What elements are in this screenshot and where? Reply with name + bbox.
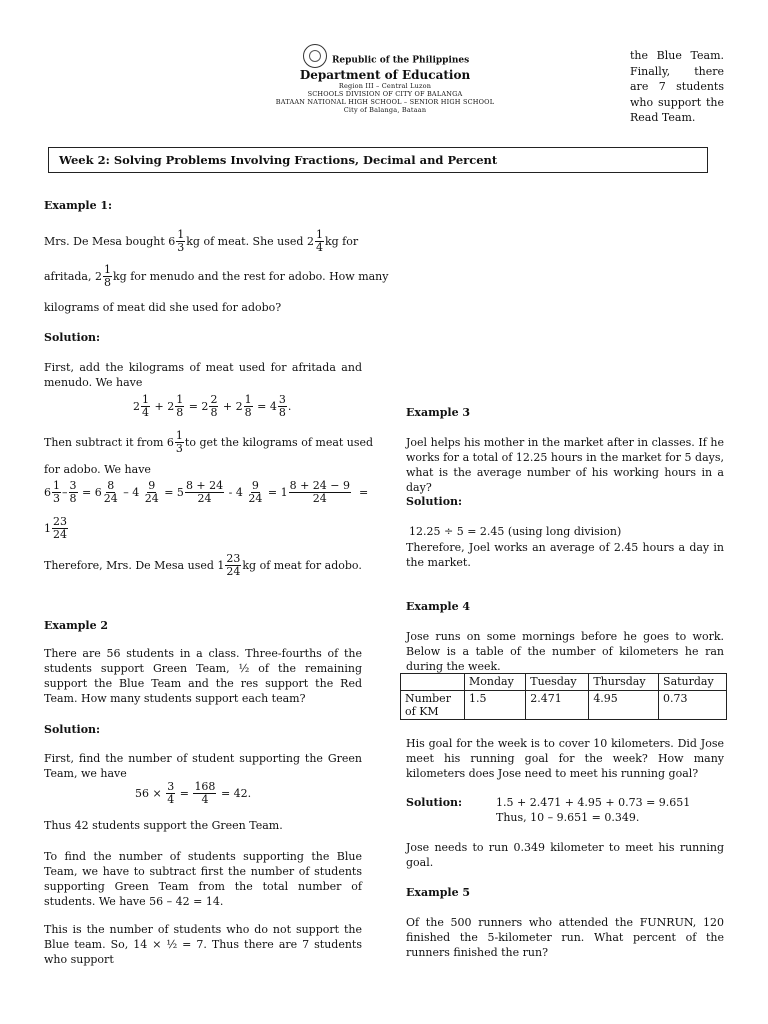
num: 1 <box>315 228 323 241</box>
den: 8 <box>278 406 286 419</box>
example2-step2: Thus 42 students support the Green Team. <box>44 819 283 832</box>
num: 3 <box>167 780 175 793</box>
fraction <box>166 781 175 806</box>
table-header-row <box>401 674 727 691</box>
num: 9 <box>251 479 259 492</box>
num: 1 <box>53 479 60 492</box>
example4-solution-label: Solution: <box>406 796 463 809</box>
den: 24 <box>248 492 263 505</box>
text: = 42. <box>220 787 252 800</box>
table-cell: 1.5 <box>465 691 526 720</box>
table-header-cell: Saturday <box>659 674 727 691</box>
example3-heading: Example 3 <box>406 406 471 419</box>
den: 4 <box>201 793 209 806</box>
fraction <box>244 394 253 419</box>
example4-calc1: 1.5 + 2.471 + 4.95 + 0.73 = 9.651 <box>496 796 691 809</box>
text: Mrs. De Mesa bought 6 <box>44 235 176 248</box>
example2-step4: This is the number of students who do not support the Blue team. So, 14 × ½ = 7. Thus there are 7 students who support <box>44 923 362 966</box>
example4-heading: Example 4 <box>406 600 471 613</box>
text: kg for <box>324 235 359 248</box>
example2-solution-label: Solution: <box>44 723 101 736</box>
example3-solution-label: Solution: <box>406 495 463 508</box>
letterhead <box>205 48 565 114</box>
example1-result: 1 $\frac{23}{24}$ <box>44 515 67 541</box>
den: 8 <box>210 406 218 419</box>
text: afritada, 2 <box>44 270 102 283</box>
text: to get the kilograms of meat used <box>184 436 374 449</box>
fraction <box>176 229 185 254</box>
fraction <box>289 480 351 505</box>
den: 24 <box>103 492 118 505</box>
table-cell <box>401 674 465 691</box>
city-line: City of Balanga, Bataan <box>343 106 427 114</box>
den: 24 <box>312 492 327 505</box>
example2-problem: There are 56 students in a class. Three-fourths of the students support Green Team, ½ of the remaining support the Blue Team and the res support the Red Team. How many students support each team? <box>44 647 362 705</box>
num: 9 <box>148 479 156 492</box>
den: 8 <box>103 276 111 289</box>
den: 3 <box>175 442 183 455</box>
den: 3 <box>53 492 60 505</box>
den: 4 <box>167 793 175 806</box>
fraction <box>52 480 61 505</box>
fraction <box>103 480 119 505</box>
fraction <box>185 480 224 505</box>
num: 1 <box>142 393 149 406</box>
example1-line3: kilograms of meat did she used for adobo? <box>44 301 282 314</box>
num: 1 <box>177 228 185 241</box>
num: 2 <box>210 393 218 406</box>
num: 3 <box>69 479 77 492</box>
corner-continued-text: the Blue Team. Finally, there are 7 students who support the Read Team. <box>630 49 724 124</box>
den: 4 <box>142 406 149 419</box>
table-header-cell: Thursday <box>589 674 659 691</box>
table-header-cell: Monday <box>465 674 526 691</box>
example4-question: His goal for the week is to cover 10 kilometers. Did Jose meet his running goal for the week? How many kilometers does Jose need to meet his running goal? <box>406 737 724 780</box>
num: 8 + 24 − 9 <box>289 479 351 492</box>
text: Then subtract it from 6 <box>44 436 174 449</box>
num: 23 <box>226 552 241 565</box>
example1-conclusion <box>44 553 362 578</box>
example2-heading: Example 2 <box>44 619 109 632</box>
km-table <box>400 673 727 720</box>
example5-problem: Of the 500 runners who attended the FUNRUN, 120 finished the 5-kilometer run. What percent of the runners finished the run? <box>406 916 724 959</box>
fraction <box>52 516 68 541</box>
table-cell: 0.73 <box>659 691 727 720</box>
example4-problem: Jose runs on some mornings before he goes to work. Below is a table of the number of kilometers he ran during the week. <box>406 630 724 673</box>
den: 8 <box>244 406 252 419</box>
fraction <box>103 264 112 289</box>
text: 56 × <box>135 787 162 800</box>
den: 24 <box>53 528 67 541</box>
fraction <box>69 480 78 505</box>
num: 3 <box>278 393 286 406</box>
text: kg of meat. She used 2 <box>186 235 314 248</box>
fraction <box>175 394 184 419</box>
fraction <box>247 480 263 505</box>
text: Therefore, Mrs. De Mesa used 1 <box>44 559 225 572</box>
example4-conclusion: Jose needs to run 0.349 kilometer to meet his running goal. <box>406 841 724 869</box>
num: 1 <box>176 393 184 406</box>
division-line: SCHOOLS DIVISION OF CITY OF BALANGA <box>307 90 463 98</box>
table-cell: 4.95 <box>589 691 659 720</box>
num: 8 + 24 <box>185 479 224 492</box>
example1-subtract-equation: 6 $\frac{1}{3}$ – $\frac{3}{8}$ = 6 $\frac{8}{24}$ – 4 $\frac{9}{24}$ = 5 $\frac{8 + 24}{24}$ - 4 $\frac{9}{24}$ = 1 $\frac{8 + 24 - 9}{24}$ = <box>44 479 369 505</box>
fraction <box>175 430 184 455</box>
num: 168 <box>194 780 216 793</box>
example2-step1: First, find the number of student supporting the Green Team, we have <box>44 752 362 780</box>
example3-conclusion: Therefore, Joel works an average of 2.45 hours a day in the market. <box>406 541 724 569</box>
example1-then-line <box>44 429 374 455</box>
fraction <box>141 394 150 419</box>
region-line: Region III – Central Luzon <box>338 82 432 90</box>
den: 24 <box>144 492 159 505</box>
table-row-label: Number of KM <box>401 691 465 720</box>
den: 24 <box>226 565 241 578</box>
example1-step1: First, add the kilograms of meat used for afritada and menudo. We have <box>44 361 362 389</box>
fraction <box>144 480 160 505</box>
example1-line2 <box>44 263 389 289</box>
fraction <box>315 229 324 254</box>
republic-text: Republic of the Philippines <box>331 55 470 66</box>
fraction <box>225 553 241 578</box>
school-line: BATAAN NATIONAL HIGH SCHOOL – SENIOR HIGH SCHOOL <box>275 98 495 106</box>
example1-heading: Example 1: <box>44 199 113 212</box>
text: kg for menudo and the rest for adobo. How many <box>112 270 389 283</box>
fraction <box>193 781 216 806</box>
num: 8 <box>107 479 115 492</box>
table-header-cell: Tuesday <box>526 674 589 691</box>
den: 3 <box>177 241 185 254</box>
example1-sum-equation: 2 $\frac{1}{4}$ + 2 $\frac{1}{8}$ = 2 $\frac{2}{8}$ + 2 $\frac{1}{8}$ = 4 $\frac{3}{8}$ . <box>133 393 292 419</box>
example5-heading: Example 5 <box>406 886 471 899</box>
den: 8 <box>69 492 77 505</box>
fraction <box>209 394 218 419</box>
table-cell: 2.471 <box>526 691 589 720</box>
example2-equation: 56 × $\frac{3}{4}$ = $\frac{168}{4}$ = 42. <box>135 780 252 806</box>
num: 23 <box>53 515 67 528</box>
table-row <box>401 691 727 720</box>
num: 1 <box>175 429 183 442</box>
example3-calc: 12.25 ÷ 5 = 2.45 (using long division) <box>409 525 622 538</box>
den: 4 <box>315 241 323 254</box>
den: 8 <box>176 406 184 419</box>
deped-seal-icon <box>303 44 327 68</box>
fraction <box>278 394 287 419</box>
example4-calc2: Thus, 10 – 9.651 = 0.349. <box>496 811 640 824</box>
example1-line1 <box>44 229 362 254</box>
week-title-box: Week 2: Solving Problems Involving Fractions, Decimal and Percent <box>48 147 708 173</box>
department-title: Department of Education <box>299 68 471 82</box>
example1-solution-label: Solution: <box>44 331 101 344</box>
num: 1 <box>244 393 252 406</box>
example2-step3: To find the number of students supporting the Blue Team, we have to subtract first the number of students supporting Green Team from the total number of students. We have 56 – 42 = 14. <box>44 850 362 908</box>
example1-for-adobo: for adobo. We have <box>44 463 151 476</box>
example3-problem: Joel helps his mother in the market after in classes. If he works for a total of 12.25 hours in the market for 5 days, what is the average number of his working hours in a day? <box>406 436 724 494</box>
text: kg of meat for adobo. <box>242 559 362 572</box>
den: 24 <box>197 492 212 505</box>
num: 1 <box>103 263 111 276</box>
